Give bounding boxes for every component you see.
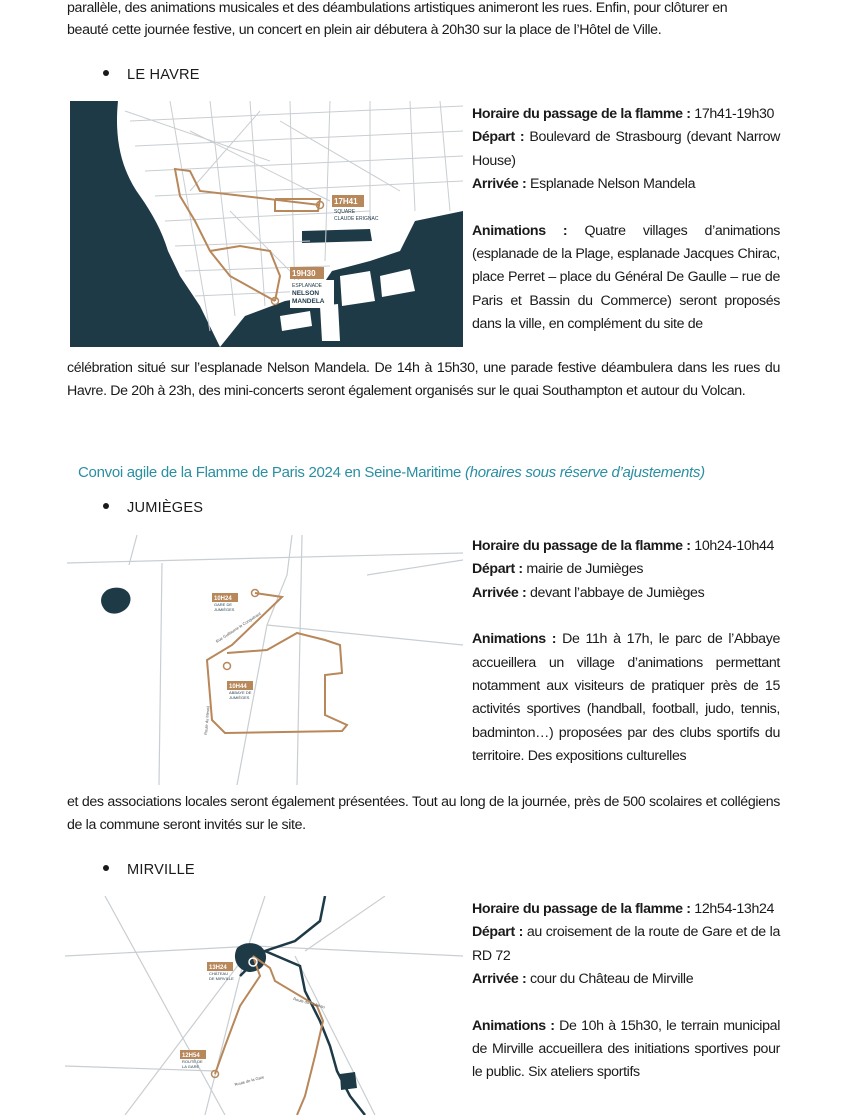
mirville-map-end-place-2: DE MIRVILLE (209, 976, 234, 981)
havre-heading: LE HAVRE (103, 67, 200, 83)
havre-schedule: Horaire du passage de la flamme : 17h41-19h30 (472, 106, 775, 122)
mirville-map-end-time: 13H24 (209, 965, 227, 971)
jumieges-map-road-2: Route du Mesnil (203, 705, 211, 736)
mirville-map-start-place-1: ROUTE DE (182, 1059, 203, 1064)
intro-line-2: beauté cette journée festive, un concert en plein air débutera à 20h30 sur la place de l’Hôtel de Ville. (67, 22, 662, 38)
havre-map-end-time: 19H30 (292, 269, 316, 278)
mirville-map-start-time: 12H54 (182, 1053, 200, 1059)
jumieges-map-start-place-1: GARE DE (214, 602, 233, 607)
mirville-map-road-1: Route du Château (292, 996, 326, 1010)
mirville-schedule: Horaire du passage de la flamme : 12h54-13h24 (472, 901, 775, 917)
mirville-map-end-place-1: CHÂTEAU (209, 971, 229, 976)
mirville-info (472, 898, 780, 1085)
jumieges-map-end-time: 10H44 (229, 684, 247, 690)
havre-depart: Départ : Boulevard de Strasbourg (devant Narrow House) (472, 129, 781, 169)
jumieges-map (67, 535, 463, 785)
jumieges-arrivee: Arrivée : devant l’abbaye de Jumièges (472, 584, 705, 601)
mirville-arrivee: Arrivée : cour du Château de Mirville (472, 971, 694, 988)
havre-info (472, 103, 780, 337)
havre-map-end-place-3: MANDELA (292, 298, 325, 305)
jumieges-heading: JUMIÈGES (103, 500, 203, 516)
jumieges-animations: Animations : De 11h à 17h, le parc de l’Abbaye accueillera un village d’animations permettant notamment aux visiteurs de pratiquer près de 15 activités sportives (handball, football, judo, tennis, badminton…) proposées par des clubs sportifs du territoire. Des expositions culturelles (472, 631, 780, 765)
mirville-animations: Animations : De 10h à 15h30, le terrain municipal de Mirville accueillera des initiations sportives pour le public. Six ateliers sportifs (472, 1017, 780, 1081)
havre-map-start-place-1: SQUARE (334, 209, 356, 215)
jumieges-info (472, 535, 780, 769)
convoi-title: Convoi agile de la Flamme de Paris 2024 en Seine-Maritime (horaires sous réserve d’ajustements) (78, 464, 705, 481)
bullet-icon (103, 70, 109, 76)
havre-map-start-time: 17H41 (334, 197, 358, 206)
mirville-map (65, 896, 463, 1115)
havre-arrivee: Arrivée : Esplanade Nelson Mandela (472, 176, 696, 193)
bullet-icon (103, 865, 109, 871)
havre-map-end-place-1: ESPLANADE (292, 283, 323, 289)
mirville-map-road-2: Route de la Gare (233, 1074, 265, 1087)
jumieges-continuation: et des associations locales seront également présentées. Tout au long de la journée, près de 500 scolaires et collégiens de la commune seront invités sur le site. (67, 794, 780, 834)
jumieges-depart: Départ : mairie de Jumièges (472, 561, 644, 578)
havre-map-start-place-2: CLAUDE ERIGNAC (334, 216, 379, 222)
mirville-depart: Départ : au croisement de la route de Gare et de la RD 72 (472, 924, 781, 964)
jumieges-map-road-1: Rue Guillaume le Conquérant (214, 610, 262, 644)
jumieges-map-end-place-1: ABBAYE DE (229, 690, 252, 695)
havre-animations: Animations : Quatre villages d’animations (esplanade de la Plage, esplanade Jacques Chirac, place Perret – place du Général De Gaulle – rue de Paris et Bassin du Commerce) seront proposés dans la ville, en complément du site de (472, 222, 780, 333)
intro-line-1: parallèle, des animations musicales et des déambulations artistiques animeront les rues. Enfin, pour clôturer en (67, 0, 728, 16)
havre-map (70, 101, 463, 347)
bullet-icon (103, 503, 109, 509)
mirville-heading: MIRVILLE (103, 862, 195, 878)
mirville-map-start-place-2: LA GARE (182, 1064, 200, 1069)
jumieges-map-start-time: 10H24 (214, 596, 232, 602)
jumieges-map-end-place-2: JUMIÈGES (229, 695, 250, 700)
havre-continuation: célébration situé sur l’esplanade Nelson Mandela. De 14h à 15h30, une parade festive déambulera dans les rues du Havre. De 20h à 23h, des mini-concerts seront également organisés sur le quai Southampton et autour du Volcan. (67, 360, 780, 400)
havre-map-end-place-2: NELSON (292, 290, 320, 297)
jumieges-schedule: Horaire du passage de la flamme : 10h24-10h44 (472, 538, 775, 554)
jumieges-map-start-place-2: JUMIÈGES (214, 607, 235, 612)
